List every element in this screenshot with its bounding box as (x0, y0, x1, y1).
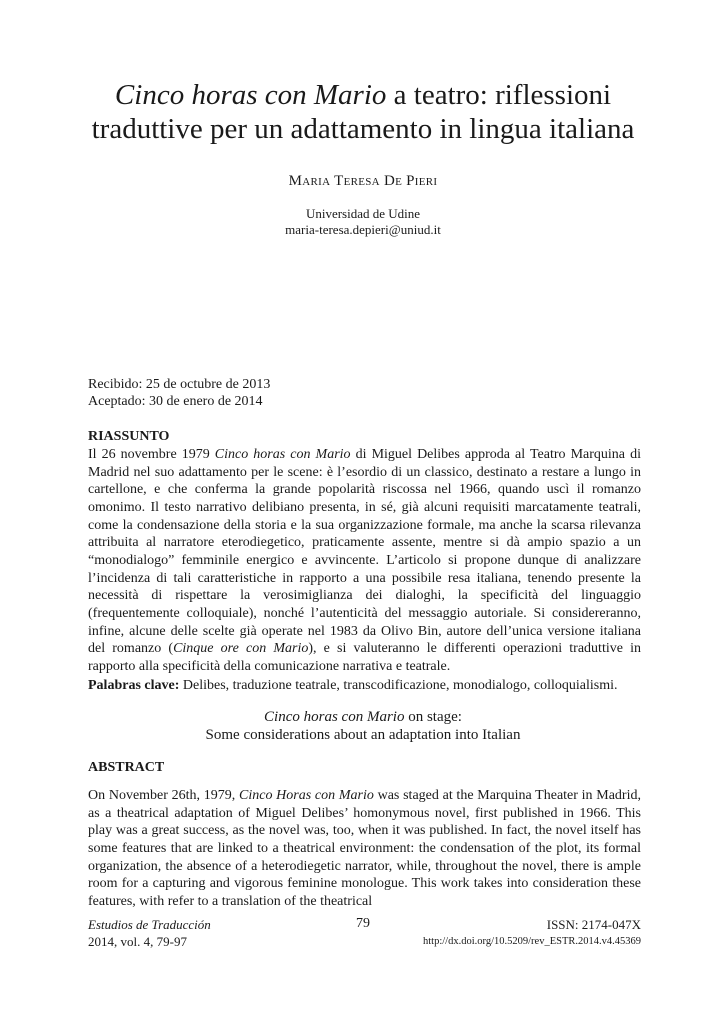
submission-dates (88, 376, 648, 410)
journal-volume: 2014, vol. 4, 79-97 (88, 934, 187, 949)
riassunto-italic-1: Cinco horas con Mario (214, 447, 351, 462)
article-title-line-1 (60, 78, 666, 112)
received-date: Recibido: 25 de octubre de 2013 (88, 377, 271, 392)
affiliation-email: maria-teresa.depieri@uniud.it (285, 222, 441, 237)
english-title-line-2: Some considerations about an adaptation into Italian (205, 727, 521, 743)
affiliation-institution: Universidad de Udine (305, 206, 421, 221)
author-affiliation (0, 206, 726, 238)
keywords-label: Palabras clave: (88, 678, 180, 693)
riassunto-part-3: ), e si valuteranno le differenti operazioni traduttive in rapporto alla specificità della comunicazione narrativa e teatrale. (88, 641, 641, 674)
doi-link[interactable]: http://dx.doi.org/10.5209/rev_ESTR.2014.v4.45369 (423, 936, 641, 947)
english-title-line-1 (0, 708, 726, 726)
page-number: 79 (356, 916, 370, 931)
issn: ISSN: 2174-047X (546, 917, 641, 932)
abstract-text (88, 787, 641, 911)
identifiers (423, 916, 641, 950)
journal-name: Estudios de Traducción (88, 917, 211, 932)
abstract-part-1: On November 26th, 1979, (88, 788, 240, 803)
accepted-date: Aceptado: 30 de enero de 2014 (88, 394, 263, 409)
keywords-text: Delibes, traduzione teatrale, transcodificazione, monodialogo, colloquialismi. (179, 678, 618, 693)
riassunto-text (88, 446, 641, 676)
article-title-rest: a teatro: riflessioni (386, 79, 612, 111)
abstract-heading: ABSTRACT (88, 760, 165, 775)
author-name: Maria Teresa De Pieri (288, 173, 438, 189)
keywords (88, 677, 648, 694)
article-title-line-2: traduttive per un adattamento in lingua italiana (91, 113, 635, 145)
abstract-part-2: was staged at the Marquina Theater in Madrid, as a theatrical adaptation of Miguel Delibes’ homonymous novel, first published in 1966. This play was a great success, as the novel was, too, when it was published. In fact, the novel itself has some features that are linked to a theatrical environment: the condensation of the plot, its formal organization, the absence of a heterodiegetic narrator, while, throughout the novel, there is ample room for a capturing and vigorous feminine monologue. This work takes into consideration these features, with refer to a translation of the theatrical (88, 788, 641, 909)
riassunto-italic-2: Cinque ore con Mario (173, 641, 309, 657)
english-title-italic: Cinco horas con Mario (264, 709, 405, 725)
article-title-italic: Cinco horas con Mario (114, 79, 387, 111)
english-title (0, 708, 726, 744)
article-title (60, 78, 666, 146)
riassunto-heading: RIASSUNTO (88, 429, 170, 444)
riassunto-part-2: di Miguel Delibes approda al Teatro Marquina di Madrid nel suo adattamento per le scene: è l’esordio di un classico, destinato a restare a lungo in cartellone, e che conferma la grande popolarità riscossa nel 1966, quando uscì il romanzo omonimo. Il testo narrativo delibiano presenta, in sé, già alcuni requisiti marcatamente teatrali, come la condensazione della storia e la sua organizzazione formale, ma anche la scarsa rilevanza attribuita al narratore eterodiegetico, praticamente assente, mentre si dà ampio spazio a un “monodialogo” femminile energico e avvincente. L’articolo si propone dunque di analizzare l’incidenza di tali caratteristiche in rapporto a una possibile resa italiana, tenendo presente la necessità di rispettare la verosimiglianza dei dialoghi, la specificità del linguaggio (frequentemente colloquiale), nonché l’autenticità del messaggio autoriale. Si considereranno, infine, alcune delle scelte già operate nel 1983 da Olivo Bin, autore dell’unica versione italiana del romanzo ( (88, 447, 641, 657)
abstract-italic-1: Cinco Horas con Mario (239, 788, 374, 803)
english-title-rest: on stage: (404, 709, 462, 725)
riassunto-part-1: Il 26 novembre 1979 (88, 447, 215, 462)
